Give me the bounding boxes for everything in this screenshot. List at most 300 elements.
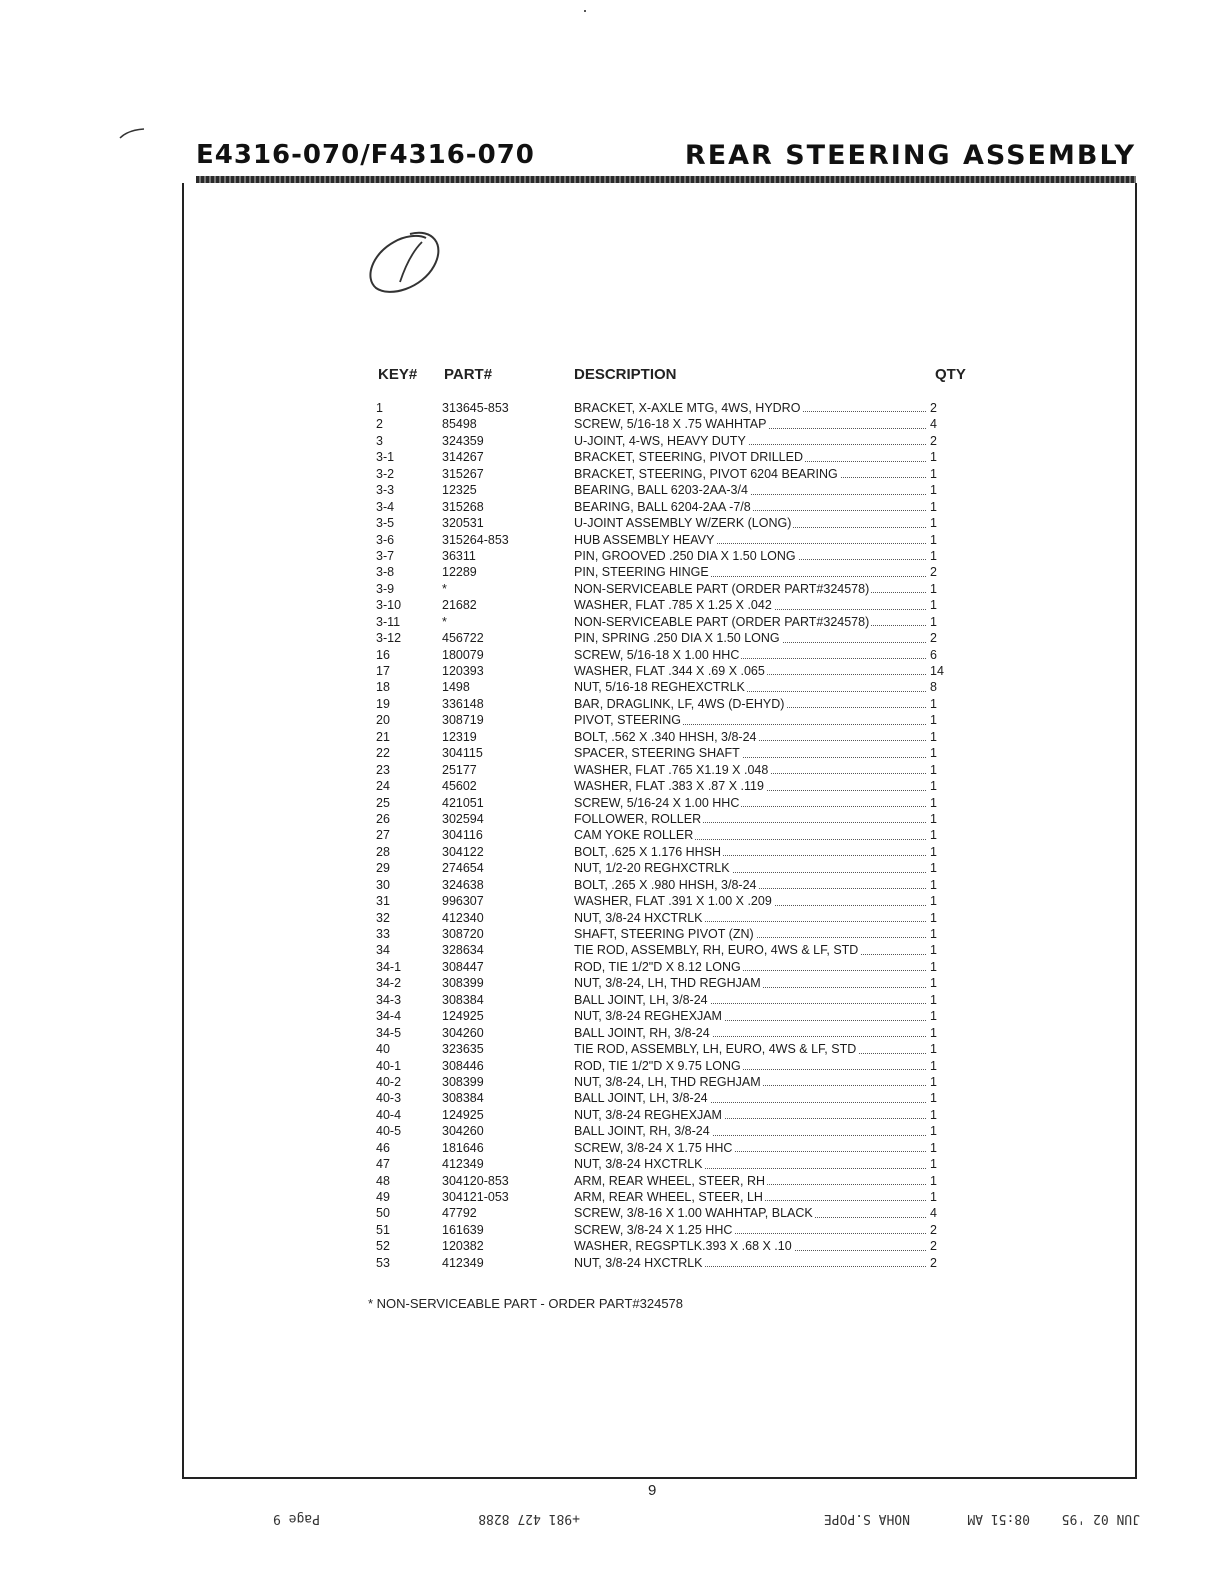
part-number-cell: 412349 bbox=[442, 1255, 484, 1270]
qty-cell: 1 bbox=[930, 729, 937, 744]
qty-cell: 1 bbox=[930, 992, 937, 1007]
description-cell bbox=[574, 564, 928, 580]
qty-cell: 1 bbox=[930, 516, 937, 531]
description-cell-text: TIE ROD, ASSEMBLY, LH, EURO, 4WS & LF, STD bbox=[574, 1042, 857, 1057]
key-cell: 34-4 bbox=[376, 1009, 402, 1024]
description-cell-text: PIN, STEERING HINGE bbox=[574, 565, 709, 580]
description-cell-text: SPACER, STEERING SHAFT bbox=[574, 746, 740, 761]
description-cell-text: BOLT, .562 X .340 HHSH, 3/8-24 bbox=[574, 729, 757, 744]
part-number-cell: 421051 bbox=[442, 795, 484, 810]
part-number-cell: 304122 bbox=[442, 844, 484, 859]
description-cell bbox=[574, 959, 928, 975]
part-number-cell: 304120-853 bbox=[442, 1173, 509, 1188]
description-cell-text: WASHER, FLAT .383 X .87 X .119 bbox=[574, 779, 764, 794]
table-row bbox=[376, 959, 948, 975]
description-cell-text: TIE ROD, ASSEMBLY, RH, EURO, 4WS & LF, STD bbox=[574, 943, 859, 958]
description-cell bbox=[574, 762, 928, 778]
key-cell: 3-3 bbox=[376, 483, 395, 498]
key-cell: 28 bbox=[376, 844, 390, 859]
key-cell: 33 bbox=[376, 927, 390, 941]
table-row bbox=[376, 811, 948, 827]
table-row bbox=[376, 1025, 948, 1041]
table-row bbox=[376, 762, 948, 778]
description-cell bbox=[574, 1205, 928, 1221]
description-cell bbox=[574, 597, 928, 613]
key-cell: 19 bbox=[376, 696, 390, 711]
description-cell-text: U-JOINT ASSEMBLY W/ZERK (LONG) bbox=[574, 516, 792, 531]
description-cell bbox=[574, 679, 928, 695]
key-cell: 50 bbox=[376, 1206, 390, 1221]
table-row bbox=[376, 400, 948, 416]
part-number-cell: 456722 bbox=[442, 631, 484, 646]
description-cell bbox=[574, 844, 928, 860]
description-cell-text: BALL JOINT, LH, 3/8-24 bbox=[574, 992, 708, 1007]
table-row bbox=[376, 564, 948, 580]
qty-cell: 1 bbox=[930, 1042, 937, 1057]
description-cell-text: WASHER, FLAT .344 X .69 X .065 bbox=[574, 664, 765, 678]
qty-cell: 1 bbox=[930, 943, 937, 958]
key-cell: 3 bbox=[376, 433, 383, 448]
part-number-cell: 181646 bbox=[442, 1140, 484, 1155]
description-cell-text: BRACKET, X-AXLE MTG, 4WS, HYDRO bbox=[574, 401, 801, 415]
qty-cell: 1 bbox=[930, 762, 937, 777]
description-cell-text: ARM, REAR WHEEL, STEER, LH bbox=[574, 1190, 763, 1204]
part-number-cell: 412349 bbox=[442, 1157, 484, 1172]
table-row bbox=[376, 630, 948, 646]
description-cell bbox=[574, 729, 928, 745]
qty-cell: 1 bbox=[930, 581, 937, 596]
key-cell: 47 bbox=[376, 1157, 390, 1172]
qty-cell: 1 bbox=[930, 861, 937, 876]
description-cell-text: BAR, DRAGLINK, LF, 4WS (D-EHYD) bbox=[574, 696, 785, 711]
column-header-qty: QTY bbox=[935, 366, 966, 383]
part-number-cell: 308399 bbox=[442, 976, 484, 991]
description-cell-text: SCREW, 3/8-24 X 1.25 HHC bbox=[574, 1222, 733, 1237]
description-cell bbox=[574, 1041, 928, 1057]
part-number-cell: 1498 bbox=[442, 680, 470, 695]
description-cell-text: U-JOINT, 4-WS, HEAVY DUTY bbox=[574, 433, 746, 448]
description-cell-text: ROD, TIE 1/2"D X 8.12 LONG bbox=[574, 959, 741, 974]
part-number-cell: 308720 bbox=[442, 927, 484, 941]
table-row bbox=[376, 778, 948, 794]
description-cell bbox=[574, 515, 928, 531]
qty-cell: 4 bbox=[930, 417, 937, 432]
qty-cell: 1 bbox=[930, 976, 937, 991]
description-cell bbox=[574, 499, 928, 515]
description-cell bbox=[574, 926, 928, 942]
description-cell-text: HUB ASSEMBLY HEAVY bbox=[574, 532, 715, 547]
qty-cell: 1 bbox=[930, 811, 937, 826]
part-number-cell: 308447 bbox=[442, 959, 484, 974]
key-cell: 40 bbox=[376, 1042, 390, 1057]
key-cell: 34-2 bbox=[376, 976, 402, 991]
description-cell-text: BEARING, BALL 6203-2AA-3/4 bbox=[574, 483, 748, 498]
qty-cell: 1 bbox=[930, 910, 937, 925]
fax-page: Page 9 bbox=[273, 1511, 320, 1526]
description-cell-text: PIN, SPRING .250 DIA X 1.50 LONG bbox=[574, 631, 780, 646]
table-row bbox=[376, 975, 948, 991]
table-row bbox=[376, 827, 948, 843]
description-cell-text: SHAFT, STEERING PIVOT (ZN) bbox=[574, 927, 754, 941]
qty-cell: 1 bbox=[930, 877, 937, 892]
description-cell bbox=[574, 1008, 928, 1024]
description-cell-text: SCREW, 3/8-16 X 1.00 WAHHTAP, BLACK bbox=[574, 1206, 813, 1221]
qty-cell: 1 bbox=[930, 499, 937, 514]
qty-cell: 1 bbox=[930, 779, 937, 794]
table-row bbox=[376, 679, 948, 695]
part-number-cell: 180079 bbox=[442, 647, 484, 662]
description-cell-text: FOLLOWER, ROLLER bbox=[574, 811, 702, 826]
description-cell-text: PIVOT, STEERING bbox=[574, 713, 681, 728]
description-cell-text: BALL JOINT, RH, 3/8-24 bbox=[574, 1124, 710, 1139]
qty-cell: 1 bbox=[930, 746, 937, 761]
description-cell-text: BRACKET, STEERING, PIVOT DRILLED bbox=[574, 450, 803, 465]
part-number-cell: 21682 bbox=[442, 598, 477, 613]
description-cell-text: BRACKET, STEERING, PIVOT 6204 BEARING bbox=[574, 466, 838, 481]
description-cell-text: NUT, 3/8-24 HXCTRLK bbox=[574, 1255, 703, 1270]
description-cell-text: WASHER, FLAT .391 X 1.00 X .209 bbox=[574, 894, 772, 909]
qty-cell: 2 bbox=[930, 1255, 937, 1270]
description-cell bbox=[574, 827, 928, 843]
description-cell bbox=[574, 482, 928, 498]
part-number-cell: 412340 bbox=[442, 910, 484, 925]
part-number-cell: 304115 bbox=[442, 746, 483, 761]
part-number-cell: 304121-053 bbox=[442, 1190, 509, 1204]
description-cell-text: SCREW, 5/16-24 X 1.00 HHC bbox=[574, 795, 740, 810]
description-cell-text: NUT, 3/8-24 HXCTRLK bbox=[574, 1157, 703, 1172]
description-cell-text: ROD, TIE 1/2"D X 9.75 LONG bbox=[574, 1058, 741, 1073]
part-number-cell: 120382 bbox=[442, 1239, 484, 1254]
key-cell: 40-5 bbox=[376, 1124, 402, 1139]
key-cell: 32 bbox=[376, 910, 390, 925]
document-code: E4316-070/F4316-070 bbox=[196, 140, 535, 170]
table-row bbox=[376, 1189, 948, 1205]
qty-cell: 8 bbox=[930, 680, 937, 695]
table-row bbox=[376, 482, 948, 498]
description-cell bbox=[574, 1222, 928, 1238]
key-cell: 23 bbox=[376, 762, 390, 777]
description-cell-text: PIN, GROOVED .250 DIA X 1.50 LONG bbox=[574, 548, 796, 563]
key-cell: 3-2 bbox=[376, 466, 395, 481]
description-cell bbox=[574, 1140, 928, 1156]
part-number-cell: 324638 bbox=[442, 877, 484, 892]
part-number-cell: 85498 bbox=[442, 417, 477, 432]
qty-cell: 1 bbox=[930, 614, 937, 629]
part-number-cell: 304260 bbox=[442, 1124, 484, 1139]
description-cell bbox=[574, 992, 928, 1008]
qty-cell: 1 bbox=[930, 1091, 937, 1106]
handwritten-zero-mark bbox=[360, 226, 450, 300]
qty-cell: 1 bbox=[930, 894, 937, 909]
table-row bbox=[376, 597, 948, 613]
part-number-cell: 323635 bbox=[442, 1042, 484, 1057]
table-row bbox=[376, 1156, 948, 1172]
footnote: * NON-SERVICEABLE PART - ORDER PART#324578 bbox=[368, 1296, 684, 1311]
part-number-cell: 12319 bbox=[442, 729, 477, 744]
key-cell: 22 bbox=[376, 746, 390, 761]
qty-cell: 1 bbox=[930, 1173, 937, 1188]
part-number-cell: 315267 bbox=[442, 466, 484, 481]
key-cell: 27 bbox=[376, 828, 390, 843]
description-cell-text: NUT, 3/8-24 HXCTRLK bbox=[574, 910, 703, 925]
qty-cell: 1 bbox=[930, 1124, 937, 1139]
table-row bbox=[376, 1205, 948, 1221]
fax-header-line bbox=[190, 1496, 1160, 1536]
qty-cell: 2 bbox=[930, 1222, 937, 1237]
table-row bbox=[376, 532, 948, 548]
key-cell: 18 bbox=[376, 680, 390, 695]
key-cell: 3-9 bbox=[376, 581, 395, 596]
key-cell: 51 bbox=[376, 1222, 390, 1237]
key-cell: 20 bbox=[376, 713, 390, 728]
description-cell bbox=[574, 1025, 928, 1041]
qty-cell: 1 bbox=[930, 598, 937, 613]
table-row bbox=[376, 893, 948, 909]
description-cell-text: WASHER, REGSPTLK.393 X .68 X .10 bbox=[574, 1239, 792, 1254]
description-cell-text: NUT, 1/2-20 REGHXCTRLK bbox=[574, 861, 730, 876]
key-cell: 52 bbox=[376, 1239, 390, 1254]
qty-cell: 1 bbox=[930, 483, 937, 498]
description-cell bbox=[574, 1123, 928, 1139]
key-cell: 3-4 bbox=[376, 499, 395, 514]
description-cell-text: WASHER, FLAT .785 X 1.25 X .042 bbox=[574, 598, 772, 613]
table-row bbox=[376, 696, 948, 712]
key-cell: 3-12 bbox=[376, 631, 402, 646]
key-cell: 25 bbox=[376, 795, 390, 810]
description-cell bbox=[574, 745, 928, 761]
part-number-cell: 308399 bbox=[442, 1074, 484, 1089]
key-cell: 29 bbox=[376, 861, 390, 876]
part-number-cell: 25177 bbox=[442, 762, 477, 777]
table-row bbox=[376, 1090, 948, 1106]
description-cell bbox=[574, 1058, 928, 1074]
qty-cell: 2 bbox=[930, 433, 937, 448]
table-row bbox=[376, 1107, 948, 1123]
part-number-cell: 12289 bbox=[442, 565, 477, 580]
description-cell bbox=[574, 942, 928, 958]
qty-cell: 1 bbox=[930, 959, 937, 974]
column-header-key: KEY# bbox=[378, 366, 418, 383]
table-row bbox=[376, 1008, 948, 1024]
description-cell bbox=[574, 630, 928, 646]
header-rule bbox=[196, 176, 1136, 183]
key-cell: 48 bbox=[376, 1173, 390, 1188]
description-cell-text: CAM YOKE ROLLER bbox=[574, 828, 694, 843]
description-cell bbox=[574, 811, 928, 827]
description-cell bbox=[574, 416, 928, 432]
key-cell: 3-7 bbox=[376, 548, 395, 563]
key-cell: 3-6 bbox=[376, 532, 395, 547]
scan-speck bbox=[584, 10, 586, 12]
part-number-cell: 308719 bbox=[442, 713, 484, 728]
qty-cell: 1 bbox=[930, 1107, 937, 1122]
table-row bbox=[376, 663, 948, 679]
description-cell bbox=[574, 696, 928, 712]
qty-cell: 1 bbox=[930, 828, 937, 843]
key-cell: 34-5 bbox=[376, 1025, 402, 1040]
part-number-cell: 45602 bbox=[442, 779, 477, 794]
qty-cell: 1 bbox=[930, 1009, 937, 1024]
key-cell: 34 bbox=[376, 943, 390, 958]
key-cell: 30 bbox=[376, 877, 390, 892]
qty-cell: 1 bbox=[930, 1074, 937, 1089]
fax-date: JUN 02 '95 bbox=[1061, 1511, 1140, 1526]
part-number-cell: 308446 bbox=[442, 1058, 484, 1073]
key-cell: 3-1 bbox=[376, 450, 395, 465]
description-cell bbox=[574, 975, 928, 991]
key-cell: 3-8 bbox=[376, 565, 395, 580]
stray-pen-mark bbox=[118, 126, 146, 140]
description-cell bbox=[574, 1156, 928, 1172]
description-cell-text: BALL JOINT, LH, 3/8-24 bbox=[574, 1091, 708, 1106]
key-cell: 31 bbox=[376, 894, 390, 909]
part-number-cell: 12325 bbox=[442, 483, 477, 498]
part-number-cell: 313645-853 bbox=[442, 401, 509, 415]
page-number: 9 bbox=[648, 1482, 657, 1499]
description-cell bbox=[574, 581, 928, 597]
description-cell bbox=[574, 400, 928, 416]
qty-cell: 14 bbox=[930, 664, 944, 678]
table-row bbox=[376, 416, 948, 432]
qty-cell: 1 bbox=[930, 713, 937, 728]
description-cell bbox=[574, 466, 928, 482]
description-cell bbox=[574, 1074, 928, 1090]
key-cell: 34-1 bbox=[376, 959, 402, 974]
key-cell: 21 bbox=[376, 729, 390, 744]
table-row bbox=[376, 1058, 948, 1074]
part-number-cell: 120393 bbox=[442, 664, 484, 678]
table-row bbox=[376, 433, 948, 449]
column-header-part: PART# bbox=[444, 366, 493, 383]
key-cell: 34-3 bbox=[376, 992, 402, 1007]
description-cell bbox=[574, 877, 928, 893]
part-number-cell: 124925 bbox=[442, 1107, 484, 1122]
section-title: REAR STEERING ASSEMBLY bbox=[684, 140, 1136, 171]
part-number-cell: 314267 bbox=[442, 450, 484, 465]
key-cell: 16 bbox=[376, 647, 390, 662]
description-cell-text: ARM, REAR WHEEL, STEER, RH bbox=[574, 1173, 765, 1188]
qty-cell: 1 bbox=[930, 1058, 937, 1073]
table-row bbox=[376, 614, 948, 630]
table-row bbox=[376, 1222, 948, 1238]
part-number-cell: 328634 bbox=[442, 943, 484, 958]
key-cell: 46 bbox=[376, 1140, 390, 1155]
description-cell bbox=[574, 795, 928, 811]
qty-cell: 1 bbox=[930, 696, 937, 711]
part-number-cell: 324359 bbox=[442, 433, 484, 448]
qty-cell: 1 bbox=[930, 844, 937, 859]
table-row bbox=[376, 1074, 948, 1090]
table-row bbox=[376, 992, 948, 1008]
table-row bbox=[376, 499, 948, 515]
key-cell: 40-3 bbox=[376, 1091, 402, 1106]
description-cell-text: BOLT, .625 X 1.176 HHSH bbox=[574, 844, 722, 859]
description-cell-text: SCREW, 5/16-18 X 1.00 HHC bbox=[574, 647, 740, 662]
description-cell bbox=[574, 1238, 928, 1254]
description-cell bbox=[574, 1255, 928, 1271]
description-cell-text: BEARING, BALL 6204-2AA -7/8 bbox=[574, 499, 751, 514]
part-number-cell: 336148 bbox=[442, 696, 484, 711]
qty-cell: 1 bbox=[930, 466, 937, 481]
description-cell bbox=[574, 712, 928, 728]
qty-cell: 1 bbox=[930, 532, 937, 547]
description-cell-text: SCREW, 5/16-18 X .75 WAHHTAP bbox=[574, 417, 767, 432]
description-cell-text: WASHER, FLAT .765 X1.19 X .048 bbox=[574, 762, 769, 777]
qty-cell: 2 bbox=[930, 565, 937, 580]
qty-cell: 1 bbox=[930, 548, 937, 563]
description-cell-text: NON-SERVICEABLE PART (ORDER PART#324578) bbox=[574, 614, 870, 629]
table-row bbox=[376, 466, 948, 482]
description-cell bbox=[574, 1107, 928, 1123]
part-number-cell: 36311 bbox=[442, 548, 476, 563]
key-cell: 40-2 bbox=[376, 1074, 402, 1089]
qty-cell: 2 bbox=[930, 631, 937, 646]
key-cell: 24 bbox=[376, 779, 390, 794]
description-cell bbox=[574, 893, 928, 909]
table-row bbox=[376, 844, 948, 860]
description-cell-text: NUT, 5/16-18 REGHEXCTRLK bbox=[574, 680, 745, 695]
key-cell: 40-4 bbox=[376, 1107, 402, 1122]
description-cell bbox=[574, 910, 928, 926]
key-cell: 49 bbox=[376, 1190, 390, 1204]
part-number-cell: 315264-853 bbox=[442, 532, 509, 547]
qty-cell: 1 bbox=[930, 795, 937, 810]
table-row bbox=[376, 449, 948, 465]
table-row bbox=[376, 548, 948, 564]
fax-time: 08:51 AM bbox=[967, 1511, 1030, 1526]
description-cell-text: BOLT, .265 X .980 HHSH, 3/8-24 bbox=[574, 877, 757, 892]
qty-cell: 1 bbox=[930, 1157, 937, 1172]
description-cell bbox=[574, 1189, 928, 1205]
part-number-cell: 320531 bbox=[442, 516, 484, 531]
key-cell: 3-10 bbox=[376, 598, 402, 613]
description-cell bbox=[574, 778, 928, 794]
description-cell-text: NUT, 3/8-24 REGHEXJAM bbox=[574, 1107, 722, 1122]
part-number-cell: 308384 bbox=[442, 992, 484, 1007]
fax-sender: NOHA S.POPE bbox=[823, 1511, 910, 1526]
description-cell-text: NON-SERVICEABLE PART (ORDER PART#324578) bbox=[574, 581, 870, 596]
table-row bbox=[376, 795, 948, 811]
qty-cell: 2 bbox=[930, 401, 937, 415]
qty-cell: 4 bbox=[930, 1206, 937, 1221]
description-cell bbox=[574, 860, 928, 876]
qty-cell: 1 bbox=[930, 1140, 937, 1155]
table-row bbox=[376, 745, 948, 761]
description-cell bbox=[574, 1173, 928, 1189]
key-cell: 3-5 bbox=[376, 516, 395, 531]
key-cell: 1 bbox=[376, 401, 383, 415]
description-cell-text: NUT, 3/8-24, LH, THD REGHJAM bbox=[574, 1074, 761, 1089]
part-number-cell: 308384 bbox=[442, 1091, 484, 1106]
qty-cell: 1 bbox=[930, 450, 937, 465]
part-number-cell: * bbox=[442, 581, 447, 596]
parts-list bbox=[376, 400, 948, 1271]
part-number-cell: 304260 bbox=[442, 1025, 484, 1040]
qty-cell: 6 bbox=[930, 647, 937, 662]
description-cell bbox=[574, 647, 928, 663]
table-row bbox=[376, 942, 948, 958]
part-number-cell: 161639 bbox=[442, 1222, 484, 1237]
table-row bbox=[376, 1173, 948, 1189]
description-cell bbox=[574, 433, 928, 449]
part-number-cell: * bbox=[442, 614, 447, 629]
qty-cell: 1 bbox=[930, 1025, 937, 1040]
part-number-cell: 302594 bbox=[442, 811, 484, 826]
table-row bbox=[376, 1041, 948, 1057]
part-number-cell: 47792 bbox=[442, 1206, 477, 1221]
part-number-cell: 996307 bbox=[442, 894, 484, 909]
table-row bbox=[376, 926, 948, 942]
